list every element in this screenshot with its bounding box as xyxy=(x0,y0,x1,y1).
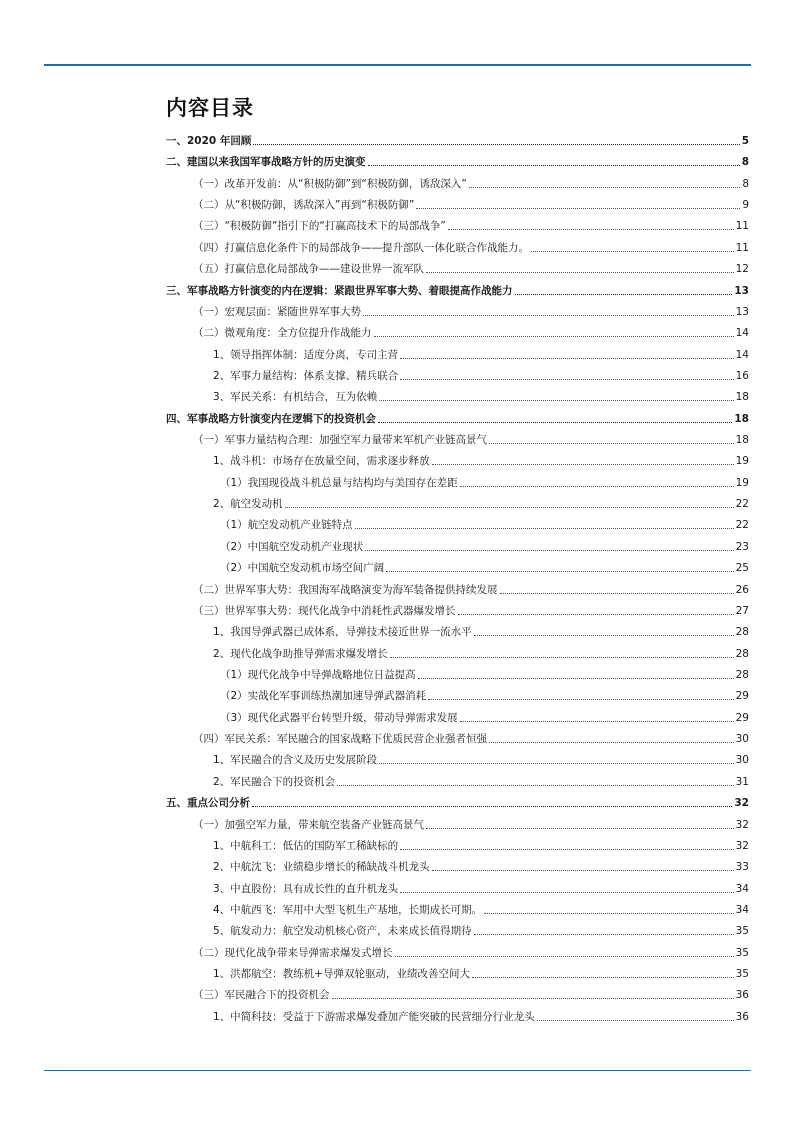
toc-entry-page: 35 xyxy=(735,925,749,938)
toc-entry-page: 33 xyxy=(735,861,749,874)
toc-entry-page: 36 xyxy=(735,1010,749,1023)
toc-entry-label: （1）我国现役战斗机总量与结构均与美国存在差距 xyxy=(220,476,458,489)
toc-entry-page: 29 xyxy=(735,690,749,703)
toc-entry[interactable] xyxy=(220,685,749,703)
toc-entry-label: （3）现代化武器平台转型升级，带动导弹需求发展 xyxy=(220,711,458,724)
toc-dot-leader xyxy=(253,144,739,145)
toc-entry[interactable] xyxy=(193,194,749,212)
toc-dot-leader xyxy=(474,635,734,636)
toc-entry-page: 12 xyxy=(735,263,749,276)
toc-entry[interactable] xyxy=(193,258,749,276)
toc-entry-page: 34 xyxy=(735,882,749,895)
toc-entry[interactable] xyxy=(193,237,749,255)
toc-entry-label: 2、军民融合下的投资机会 xyxy=(213,775,336,788)
toc-entry-label: 2、现代化战争助推导弹需求爆发增长 xyxy=(213,647,388,660)
toc-entry-label: （二）从“积极防御，诱敌深入”再到“积极防御” xyxy=(193,199,415,212)
toc-dot-leader xyxy=(252,806,732,807)
toc-dot-leader xyxy=(285,507,734,508)
toc-entry[interactable] xyxy=(166,280,749,298)
toc-entry[interactable] xyxy=(213,771,749,789)
toc-entry-label: 2、中航沈飞：业绩稳步增长的稀缺战斗机龙头 xyxy=(213,861,430,874)
toc-entry-page: 11 xyxy=(735,241,749,254)
toc-entry-label: （2）中国航空发动机产业现状 xyxy=(220,540,364,553)
toc-dot-leader xyxy=(337,785,733,786)
toc-entry[interactable] xyxy=(193,173,749,191)
toc-entry-label: 2、军事力量结构：体系支撑、精兵联合 xyxy=(213,369,399,382)
toc-dot-leader xyxy=(390,657,734,658)
toc-entry-label: （三）军民融合下的投资机会 xyxy=(193,989,330,1002)
toc-entry-page: 16 xyxy=(735,369,749,382)
toc-entry-page: 5 xyxy=(741,135,749,147)
toc-entry[interactable] xyxy=(193,942,749,960)
toc-dot-leader xyxy=(332,998,734,999)
toc-dot-leader xyxy=(400,849,733,850)
toc-entry[interactable] xyxy=(220,472,749,490)
toc-dot-leader xyxy=(515,294,733,295)
toc-entry-page: 30 xyxy=(735,754,749,767)
toc-entry-page: 29 xyxy=(735,711,749,724)
toc-entry-label: 1、中航科工：低估的国防军工稀缺标的 xyxy=(213,839,399,852)
toc-dot-leader xyxy=(460,721,734,722)
toc-entry[interactable] xyxy=(166,151,749,169)
toc-dot-leader xyxy=(400,892,733,893)
toc-dot-leader xyxy=(432,870,734,871)
toc-entry-label: 2、航空发动机 xyxy=(213,498,283,511)
toc-entry[interactable] xyxy=(220,664,749,682)
toc-entry[interactable] xyxy=(193,429,749,447)
toc-entry-page: 22 xyxy=(735,519,749,532)
toc-dot-leader xyxy=(537,1020,734,1021)
toc-entry[interactable] xyxy=(213,920,749,938)
toc-dot-leader xyxy=(365,550,733,551)
toc-entry-page: 8 xyxy=(742,177,749,190)
toc-entry-label: 五、重点公司分析 xyxy=(166,797,250,810)
toc-entry[interactable] xyxy=(193,984,749,1002)
toc-entry-label: 3、中直股份：具有成长性的直升机龙头 xyxy=(213,882,399,895)
toc-entry-label: 1、军民融合的含义及历史发展阶段 xyxy=(213,754,378,767)
toc-entry[interactable] xyxy=(220,514,749,532)
toc-dot-leader xyxy=(395,956,734,957)
toc-entry-page: 18 xyxy=(735,391,749,404)
toc-entry[interactable] xyxy=(193,322,749,340)
header-rule xyxy=(44,64,751,66)
toc-dot-leader xyxy=(432,464,734,465)
toc-entry[interactable] xyxy=(213,878,749,896)
toc-dot-leader xyxy=(400,358,733,359)
toc-entry-page: 28 xyxy=(735,647,749,660)
toc-dot-leader xyxy=(378,422,732,423)
toc-dot-leader xyxy=(474,934,734,935)
toc-entry-page: 13 xyxy=(734,284,749,297)
toc-dot-leader xyxy=(416,208,740,209)
toc-dot-leader xyxy=(400,379,733,380)
toc-entry-label: 3、军民关系：有机结合，互为依赖 xyxy=(213,391,378,404)
toc-entry[interactable] xyxy=(213,835,749,853)
toc-entry[interactable] xyxy=(213,643,749,661)
toc-entry[interactable] xyxy=(193,215,749,233)
toc-entry-page: 8 xyxy=(741,156,749,169)
toc-entry[interactable] xyxy=(213,856,749,874)
toc-dot-leader xyxy=(489,742,734,743)
toc-entry[interactable] xyxy=(166,130,749,148)
toc-entry-label: 二、建国以来我国军事战略方针的历史演变 xyxy=(166,156,366,169)
toc-entry-label: （一）改革开发前：从“积极防御”到“积极防御，诱敌深入” xyxy=(193,177,467,190)
toc-entry-label: 三、军事战略方针演变的内在逻辑：紧跟世界军事大势、着眼提高作战能力 xyxy=(166,284,513,297)
toc-entry-label: （二）现代化战争带来导弹需求爆发式增长 xyxy=(193,946,393,959)
toc-dot-leader xyxy=(426,272,734,273)
toc-entry-label: 一、2020 年回顾 xyxy=(166,135,252,147)
toc-entry-page: 18 xyxy=(735,434,749,447)
toc-entry-page: 23 xyxy=(735,540,749,553)
toc-entry-page: 36 xyxy=(735,989,749,1002)
toc-dot-leader xyxy=(469,187,741,188)
toc-entry-label: 1、洪都航空：教练机+导弹双轮驱动，业绩改善空间大 xyxy=(213,968,470,981)
toc-dot-leader xyxy=(426,828,734,829)
toc-entry-label: （一）加强空军力量，带来航空装备产业链高景气 xyxy=(193,818,424,831)
toc-dot-leader xyxy=(531,251,734,252)
toc-dot-leader xyxy=(484,913,733,914)
toc-entry[interactable] xyxy=(213,344,749,362)
toc-entry-label: （1）航空发动机产业链特点 xyxy=(220,519,353,532)
toc-dot-leader xyxy=(460,486,734,487)
toc-entry[interactable] xyxy=(213,1006,749,1024)
toc-entry[interactable] xyxy=(220,557,749,575)
toc-entry-label: 四、军事战略方针演变内在逻辑下的投资机会 xyxy=(166,412,376,425)
toc-entry[interactable] xyxy=(213,899,749,917)
toc-entry-page: 32 xyxy=(734,797,749,810)
toc-entry-page: 35 xyxy=(735,946,749,959)
toc-entry-page: 11 xyxy=(735,220,749,233)
toc-entry[interactable] xyxy=(193,579,749,597)
toc-entry[interactable] xyxy=(193,301,749,319)
toc-dot-leader xyxy=(500,593,734,594)
toc-dot-leader xyxy=(448,229,734,230)
toc-entry[interactable] xyxy=(213,493,749,511)
toc-entry-label: （二）世界军事大势：我国海军战略演变为海军装备提供持续发展 xyxy=(193,583,498,596)
toc-dot-leader xyxy=(489,443,734,444)
toc-entry-page: 18 xyxy=(734,412,749,425)
toc-entry-page: 31 xyxy=(735,775,749,788)
toc-entry-label: 5、航发动力：航空发动机核心资产，未来成长值得期待 xyxy=(213,925,472,938)
toc-dot-leader xyxy=(374,336,734,337)
toc-entry-label: 1、我国导弹武器已成体系，导弹技术接近世界一流水平 xyxy=(213,626,472,639)
toc-entry[interactable] xyxy=(213,386,749,404)
toc-entry-page: 28 xyxy=(735,626,749,639)
page-title: 内容目录 xyxy=(166,96,254,120)
toc-dot-leader xyxy=(386,571,733,572)
toc-entry-label: （1）现代化战争中导弹战略地位日益提高 xyxy=(220,669,416,681)
toc-entry[interactable] xyxy=(166,792,749,810)
toc-dot-leader xyxy=(472,977,734,978)
toc-dot-leader xyxy=(368,165,740,166)
toc-entry[interactable] xyxy=(213,365,749,383)
toc-entry-page: 9 xyxy=(742,199,749,212)
footer-rule xyxy=(44,1070,751,1071)
toc-entry-page: 26 xyxy=(735,583,749,596)
toc-entry-label: （一）宏观层面：紧随世界军事大势 xyxy=(193,305,361,318)
toc-entry-page: 34 xyxy=(735,903,749,916)
toc-entry-page: 30 xyxy=(735,733,749,746)
toc-dot-leader xyxy=(363,315,734,316)
toc-entry-label: （三）世界军事大势：现代化战争中消耗性武器爆发增长 xyxy=(193,604,456,617)
toc-entry-label: 4、中航西飞：军用中大型飞机生产基地，长期成长可期。 xyxy=(213,903,483,916)
toc-dot-leader xyxy=(355,528,734,529)
toc-entry-page: 14 xyxy=(735,348,749,361)
toc-entry-page: 35 xyxy=(735,968,749,981)
toc-entry-page: 32 xyxy=(735,839,749,852)
toc-entry-page: 25 xyxy=(735,562,749,575)
toc-dot-leader xyxy=(458,614,734,615)
toc-entry-label: 1、战斗机：市场存在放量空间，需求逐步释放 xyxy=(213,455,430,468)
toc-entry-label: （2）实战化军事训练热潮加速导弹武器消耗 xyxy=(220,690,427,703)
toc-entry-label: （五）打赢信息化局部战争——建设世界一流军队 xyxy=(193,263,424,276)
toc-entry[interactable] xyxy=(166,408,749,426)
toc-entry-label: （三）“积极防御”指引下的“打赢高技术下的局部战争” xyxy=(193,220,446,233)
toc-dot-leader xyxy=(379,763,733,764)
toc-entry-label: （一）军事力量结构合理：加强空军力量带来军机产业链高景气 xyxy=(193,434,487,447)
toc-entry[interactable] xyxy=(220,536,749,554)
toc-entry-label: （四）打赢信息化条件下的局部战争——提升部队一体化联合作战能力。 xyxy=(193,241,529,254)
toc-entry-page: 19 xyxy=(735,476,749,489)
toc-entry-page: 13 xyxy=(735,305,749,318)
toc-entry[interactable] xyxy=(213,749,749,767)
toc-entry[interactable] xyxy=(193,814,749,832)
toc-entry[interactable] xyxy=(193,600,749,618)
toc-entry-label: （四）军民关系：军民融合的国家战略下优质民营企业强者恒强 xyxy=(193,733,487,746)
toc-entry-page: 14 xyxy=(735,327,749,340)
toc-entry[interactable] xyxy=(193,728,749,746)
toc-entry-page: 28 xyxy=(735,669,749,681)
toc-dot-leader xyxy=(428,699,733,700)
toc-entry-page: 27 xyxy=(735,604,749,617)
toc-entry-label: （2）中国航空发动机市场空间广阔 xyxy=(220,562,385,575)
toc-entry-label: 1、中简科技：受益于下游需求爆发叠加产能突破的民营细分行业龙头 xyxy=(213,1010,535,1023)
toc-entry[interactable] xyxy=(220,707,749,725)
toc-entry-page: 22 xyxy=(735,498,749,511)
toc-dot-leader xyxy=(418,678,734,679)
toc-entry-label: 1、领导指挥体制：适度分离，专司主营 xyxy=(213,348,399,361)
toc-entry[interactable] xyxy=(213,450,749,468)
toc-entry[interactable] xyxy=(213,621,749,639)
toc-entry-label: （二）微观角度：全方位提升作战能力 xyxy=(193,327,372,340)
toc-dot-leader xyxy=(379,400,733,401)
toc-entry[interactable] xyxy=(213,963,749,981)
toc-entry-page: 19 xyxy=(735,455,749,468)
toc-entry-page: 32 xyxy=(735,818,749,831)
